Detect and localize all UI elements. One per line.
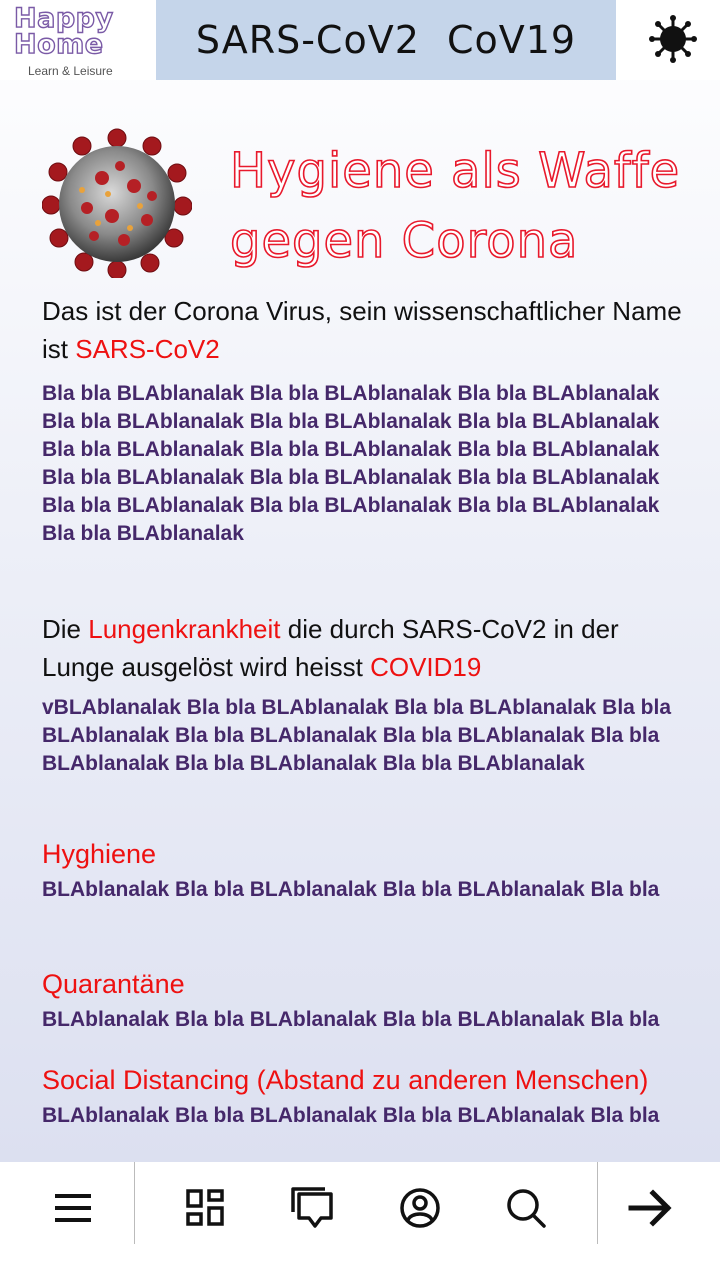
section-body-covid: vBLAblanalak Bla bla BLAblanalak Bla bla BLAblanalak Bla bla BLAblanalak Bla bla BLAblanalak Bla bla BLAblanalak Bla bla BLAblanalak Bla bla BLAblanalak Bla bla BLAblanalak	[42, 696, 672, 775]
search-icon[interactable]	[498, 1180, 554, 1236]
section-title-hygiene: Hyghiene	[42, 839, 157, 869]
heading-highlight: SARS-CoV2	[75, 334, 220, 364]
profile-icon[interactable]	[392, 1180, 448, 1236]
section-body-quarantine: BLAblanalak Bla bla BLAblanalak Bla bla BLAblanalak Bla bla	[42, 1008, 660, 1031]
logo-text-happy: Happy	[14, 3, 114, 34]
hero-title-line1: Hygiene als Waffe	[230, 143, 681, 199]
logo-tagline: Learn & Leisure	[28, 64, 113, 78]
forward-arrow-icon[interactable]	[622, 1180, 678, 1236]
main-content	[42, 292, 692, 1130]
top-bar	[0, 0, 720, 80]
bottom-navigation	[0, 1162, 720, 1280]
page-title: SARS-CoV2 CoV19	[195, 18, 577, 62]
section-heading-covid	[42, 610, 692, 686]
heading-text: Die	[42, 614, 89, 644]
heading-text: Das ist der Corona Virus, sein wissenschaftlicher Name ist	[42, 296, 682, 364]
nav-divider	[134, 1162, 135, 1244]
nav-divider	[597, 1162, 598, 1244]
virus-icon[interactable]	[648, 14, 698, 64]
section-title-quarantine: Quarantäne	[42, 969, 185, 999]
section-heading-sars	[42, 292, 692, 368]
title-bar	[156, 0, 616, 80]
coronavirus-image	[42, 128, 192, 278]
dashboard-icon[interactable]	[177, 1180, 233, 1236]
hero-title	[230, 136, 700, 276]
heading-text-2: die durch SARS-CoV2 in der Lunge ausgelöst wird heisst	[42, 614, 619, 682]
section-body-hygiene: BLAblanalak Bla bla BLAblanalak Bla bla BLAblanalak Bla bla	[42, 878, 660, 901]
logo-text-home: Home	[14, 29, 104, 60]
section-body-distancing: BLAblanalak Bla bla BLAblanalak Bla bla BLAblanalak Bla bla	[42, 1104, 660, 1127]
heading-highlight-covid: COVID19	[370, 652, 482, 682]
app-logo[interactable]	[14, 3, 138, 78]
menu-icon[interactable]	[45, 1180, 101, 1236]
hero-title-line2: gegen Corona	[230, 213, 579, 269]
section-title-distancing: Social Distancing (Abstand zu anderen Menschen)	[42, 1065, 649, 1095]
heading-highlight-lung: Lungenkrankheit	[88, 614, 281, 644]
section-body-sars: Bla bla BLAblanalak Bla bla BLAblanalak Bla bla BLAblanalak Bla bla BLAblanalak Bla bla BLAblanalak Bla bla BLAblanalak Bla bla BLAblanalak Bla bla BLAblanalak Bla bla BLAblanalak Bla bla BLAblanalak Bla bla BLAblanalak Bla bla BLAblanalak Bla bla BLAblanalak Bla bla BLAblanalak Bla bla BLAblanalak Bla bla BLAblanalak	[42, 382, 660, 545]
chat-icon[interactable]	[284, 1180, 340, 1236]
